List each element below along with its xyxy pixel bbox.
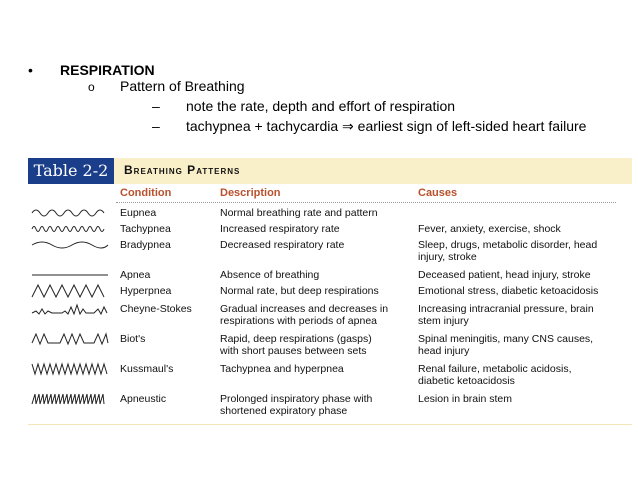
dash-2: – bbox=[152, 118, 160, 134]
cell-description: Normal breathing rate and pattern bbox=[220, 207, 378, 219]
cell-causes: Emotional stress, diabetic ketoacidosis bbox=[418, 285, 599, 297]
table-bottom-rule bbox=[28, 424, 632, 425]
cell-causes: Lesion in brain stem bbox=[418, 393, 512, 405]
breathing-waveform-icon bbox=[30, 237, 110, 253]
cell-causes: Renal failure, metabolic acidosis, bbox=[418, 363, 572, 375]
breathing-waveform-icon bbox=[30, 283, 110, 299]
cell-description: Rapid, deep respirations (gasps) bbox=[220, 333, 372, 345]
point-2: tachypnea + tachycardia ⇒ earliest sign of left-sided heart failure bbox=[186, 118, 587, 134]
cell-causes: Deceased patient, head injury, stroke bbox=[418, 269, 591, 281]
breathing-waveform-icon bbox=[30, 221, 110, 237]
column-header-causes: Causes bbox=[418, 187, 458, 199]
breathing-waveform-icon bbox=[30, 331, 110, 347]
cell-condition: Tachypnea bbox=[120, 223, 171, 235]
cell-causes: Spinal meningitis, many CNS causes, bbox=[418, 333, 594, 345]
cell-causes: injury, stroke bbox=[418, 251, 477, 263]
breathing-waveform-icon bbox=[30, 391, 110, 407]
heading-respiration: RESPIRATION bbox=[60, 62, 155, 78]
cell-description: Prolonged inspiratory phase with bbox=[220, 393, 373, 405]
breathing-waveform-icon bbox=[30, 301, 110, 317]
cell-causes: Sleep, drugs, metabolic disorder, head bbox=[418, 239, 598, 251]
cell-causes: head injury bbox=[418, 345, 470, 357]
cell-description: Increased respiratory rate bbox=[220, 223, 340, 235]
cell-description: respirations with periods of apnea bbox=[220, 315, 378, 327]
cell-condition: Bradypnea bbox=[120, 239, 171, 251]
breathing-waveform-icon bbox=[30, 361, 110, 377]
cell-condition: Cheyne-Stokes bbox=[120, 303, 192, 315]
column-header-description: Description bbox=[220, 187, 281, 199]
sub-heading: Pattern of Breathing bbox=[120, 78, 245, 94]
cell-causes: diabetic ketoacidosis bbox=[418, 375, 515, 387]
cell-description: with short pauses between sets bbox=[220, 345, 367, 357]
cell-condition: Biot's bbox=[120, 333, 146, 345]
cell-condition: Eupnea bbox=[120, 207, 157, 219]
cell-description: shortened expiratory phase bbox=[220, 405, 348, 417]
table-title: Breathing Patterns bbox=[124, 163, 241, 177]
breathing-waveform-icon bbox=[30, 267, 110, 283]
bullet-main: • bbox=[28, 62, 33, 78]
cell-condition: Hyperpnea bbox=[120, 285, 172, 297]
cell-description: Tachypnea and hyperpnea bbox=[220, 363, 344, 375]
cell-causes: stem injury bbox=[418, 315, 469, 327]
dash-1: – bbox=[152, 98, 160, 114]
cell-condition: Apnea bbox=[120, 269, 151, 281]
cell-condition: Apneustic bbox=[120, 393, 167, 405]
cell-causes: Fever, anxiety, exercise, shock bbox=[418, 223, 561, 235]
cell-description: Gradual increases and decreases in bbox=[220, 303, 389, 315]
point-1: note the rate, depth and effort of respiration bbox=[186, 98, 456, 114]
breathing-waveform-icon bbox=[30, 205, 110, 221]
cell-causes: Increasing intracranial pressure, brain bbox=[418, 303, 594, 315]
cell-condition: Kussmaul's bbox=[120, 363, 174, 375]
cell-description: Normal rate, but deep respirations bbox=[220, 285, 379, 297]
bullet-sub: o bbox=[88, 80, 95, 94]
column-header-condition: Condition bbox=[120, 187, 172, 199]
cell-description: Absence of breathing bbox=[220, 269, 320, 281]
table-label: Table 2-2 bbox=[28, 158, 114, 184]
cell-description: Decreased respiratory rate bbox=[220, 239, 345, 251]
table-title-bar bbox=[28, 158, 632, 184]
header-divider bbox=[116, 202, 616, 203]
